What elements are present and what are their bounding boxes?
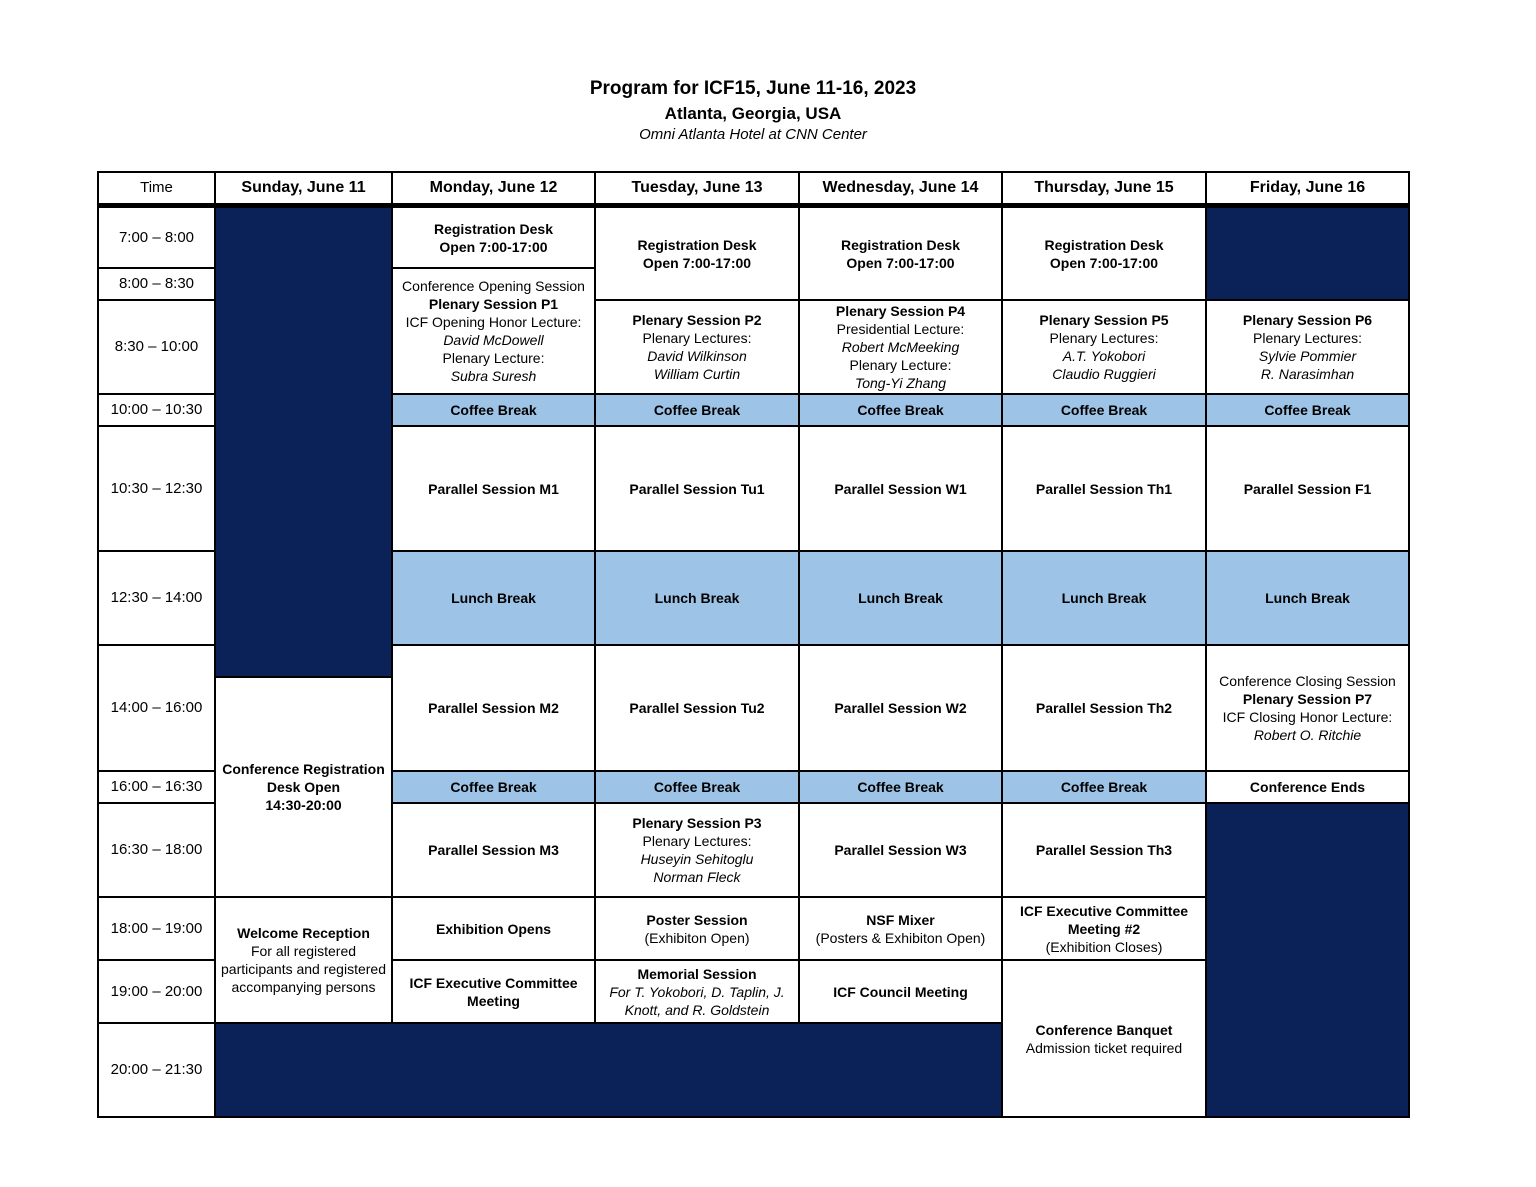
cell-line: Welcome Reception (237, 925, 370, 941)
cell-line: Open 7:00-17:00 (439, 238, 548, 255)
time-slot: 19:00 – 20:00 (99, 961, 214, 1022)
cell-line: Conference Opening Session (402, 278, 585, 294)
cell-line: For T. Yokobori, D. Taplin, J. Knott, and R. Goldstein (609, 983, 785, 1018)
cell-line: Plenary Session P4 (835, 303, 966, 319)
parallel-session: Parallel Session W3 (800, 804, 1001, 896)
parallel-session: Parallel Session Tu2 (596, 646, 798, 770)
cell-line: Plenary Lecture: (442, 350, 545, 366)
page-title: Program for ICF15, June 11-16, 2023 (589, 78, 917, 99)
cell-line: William Curtin (653, 366, 741, 382)
time-slot: 16:00 – 16:30 (99, 772, 214, 802)
cell-line: Conference Banquet (1035, 1021, 1173, 1038)
exhibition-opens: Exhibition Opens (393, 898, 594, 959)
parallel-session: Parallel Session M1 (393, 427, 594, 550)
coffee-break: Coffee Break (800, 395, 1001, 425)
venue: Omni Atlanta Hotel at CNN Center (639, 126, 867, 143)
conference-ends: Conference Ends (1207, 772, 1408, 802)
parallel-session: Parallel Session Th1 (1003, 427, 1205, 550)
cell-line: Plenary Lectures: (642, 330, 752, 346)
time-slot: 12:30 – 14:00 (99, 552, 214, 644)
cell-line: ICF Executive Committee Meeting #2 (1019, 902, 1189, 937)
cell-line: Plenary Session P5 (1039, 312, 1169, 328)
cell-line: Plenary Lectures: (1049, 330, 1159, 346)
cell-line: Plenary Session P6 (1242, 312, 1373, 328)
time-slot: 20:00 – 21:30 (99, 1024, 214, 1116)
lunch-break: Lunch Break (596, 552, 798, 644)
no-event-block (1207, 804, 1408, 1116)
opening-session (393, 269, 594, 393)
cell-line: David Wilkinson (647, 348, 747, 364)
location: Atlanta, Georgia, USA (664, 104, 842, 123)
cell-line: ICF Opening Honor Lecture: (405, 314, 582, 330)
cell-line: Conference Closing Session (1219, 673, 1396, 689)
parallel-session: Parallel Session Tu1 (596, 427, 798, 550)
cell-line: Robert O. Ritchie (1253, 727, 1362, 743)
cell-line: (Posters & Exhibiton Open) (815, 929, 986, 946)
conference-banquet (1003, 961, 1205, 1116)
cell-line: Registration Desk (433, 220, 554, 237)
cell-line: David McDowell (443, 332, 544, 348)
no-event-block (216, 208, 391, 676)
poster-session (596, 898, 798, 959)
thursday-registration (1003, 208, 1205, 299)
time-slot: 8:00 – 8:30 (99, 269, 214, 299)
cell-line: (Exhibition Closes) (1045, 938, 1163, 955)
cell-line: A.T. Yokobori (1062, 348, 1146, 364)
cell-line: Plenary Session P2 (632, 312, 762, 328)
coffee-break: Coffee Break (800, 772, 1001, 802)
header-thursday: Thursday, June 15 (1003, 173, 1205, 203)
cell-line: Tong-Yi Zhang (854, 375, 947, 391)
cell-line: Open 7:00-17:00 (846, 254, 955, 271)
cell-line: R. Narasimhan (1260, 366, 1355, 382)
cell-line: Registration Desk (840, 236, 961, 253)
cell-line: Open 7:00-17:00 (642, 254, 752, 271)
cell-line: Plenary Session P1 (428, 296, 559, 312)
cell-line: Robert McMeeking (841, 339, 960, 355)
cell-line: Admission ticket required (1025, 1039, 1183, 1056)
council-meeting: ICF Council Meeting (800, 961, 1001, 1022)
cell-line: Norman Fleck (653, 869, 741, 885)
coffee-break: Coffee Break (393, 395, 594, 425)
sunday-registration (216, 678, 391, 896)
time-slot: 7:00 – 8:00 (99, 208, 214, 267)
parallel-session: Parallel Session M3 (393, 804, 594, 896)
plenary-session-p5 (1003, 301, 1205, 393)
header-time: Time (99, 173, 214, 203)
time-slot: 18:00 – 19:00 (99, 898, 214, 959)
cell-line: Plenary Lectures: (642, 833, 752, 849)
parallel-session: Parallel Session M2 (393, 646, 594, 770)
welcome-reception (216, 898, 391, 1022)
lunch-break: Lunch Break (1003, 552, 1205, 644)
cell-line: Conference Registration (222, 761, 385, 777)
cell-line: 14:30-20:00 (265, 797, 342, 813)
lunch-break: Lunch Break (800, 552, 1001, 644)
cell-line: Poster Session (646, 911, 748, 928)
plenary-session-p2 (596, 301, 798, 393)
no-event-block (1207, 208, 1408, 299)
lunch-break: Lunch Break (1207, 552, 1408, 644)
parallel-session: Parallel Session W2 (800, 646, 1001, 770)
coffee-break: Coffee Break (596, 395, 798, 425)
parallel-session: Parallel Session F1 (1207, 427, 1408, 550)
schedule-table (97, 171, 1410, 1118)
time-slot: 8:30 – 10:00 (99, 301, 214, 393)
plenary-session-p4 (800, 301, 1001, 393)
no-event-block (216, 1024, 1001, 1116)
coffee-break: Coffee Break (1003, 772, 1205, 802)
executive-committee-meeting: ICF Executive Committee Meeting (393, 961, 594, 1022)
header-sunday: Sunday, June 11 (216, 173, 391, 203)
cell-line: Plenary Session P3 (632, 815, 762, 831)
memorial-session (596, 961, 798, 1022)
wednesday-registration (800, 208, 1001, 299)
coffee-break: Coffee Break (596, 772, 798, 802)
cell-line: (Exhibiton Open) (644, 929, 750, 946)
cell-line: Desk Open (266, 779, 341, 795)
cell-line: Registration Desk (1044, 236, 1164, 253)
parallel-session: Parallel Session Th3 (1003, 804, 1205, 896)
cell-line: Huseyin Sehitoglu (640, 851, 754, 867)
monday-registration (393, 208, 594, 267)
executive-committee-meeting-2 (1003, 898, 1205, 959)
closing-session (1207, 646, 1408, 770)
header-tuesday: Tuesday, June 13 (596, 173, 798, 203)
cell-line: Presidential Lecture: (836, 321, 965, 337)
parallel-session: Parallel Session Th2 (1003, 646, 1205, 770)
cell-line: Plenary Session P7 (1242, 691, 1373, 707)
cell-line: Plenary Lectures: (1253, 330, 1362, 346)
coffee-break: Coffee Break (1003, 395, 1205, 425)
cell-line: Sylvie Pommier (1258, 348, 1357, 364)
plenary-session-p6 (1207, 301, 1408, 393)
cell-line: ICF Closing Honor Lecture: (1222, 709, 1393, 725)
cell-line: Subra Suresh (450, 368, 537, 384)
lunch-break: Lunch Break (393, 552, 594, 644)
header-friday: Friday, June 16 (1207, 173, 1408, 203)
cell-line: NSF Mixer (866, 911, 935, 928)
tuesday-registration (596, 208, 798, 299)
cell-line: Registration Desk (637, 236, 757, 253)
parallel-session: Parallel Session W1 (800, 427, 1001, 550)
time-slot: 10:30 – 12:30 (99, 427, 214, 550)
coffee-break: Coffee Break (393, 772, 594, 802)
coffee-break: Coffee Break (1207, 395, 1408, 425)
cell-line: For all registered participants and registered accompanying persons (221, 943, 386, 995)
nsf-mixer (800, 898, 1001, 959)
cell-line: Memorial Session (637, 965, 757, 982)
time-slot: 14:00 – 16:00 (99, 646, 214, 770)
header-monday: Monday, June 12 (393, 173, 594, 203)
cell-line: Plenary Lecture: (849, 357, 952, 373)
plenary-session-p3 (596, 804, 798, 896)
time-slot: 16:30 – 18:00 (99, 804, 214, 896)
time-slot: 10:00 – 10:30 (99, 395, 214, 425)
cell-line: Claudio Ruggieri (1052, 366, 1156, 382)
header-wednesday: Wednesday, June 14 (800, 173, 1001, 203)
cell-line: Open 7:00-17:00 (1049, 254, 1159, 271)
